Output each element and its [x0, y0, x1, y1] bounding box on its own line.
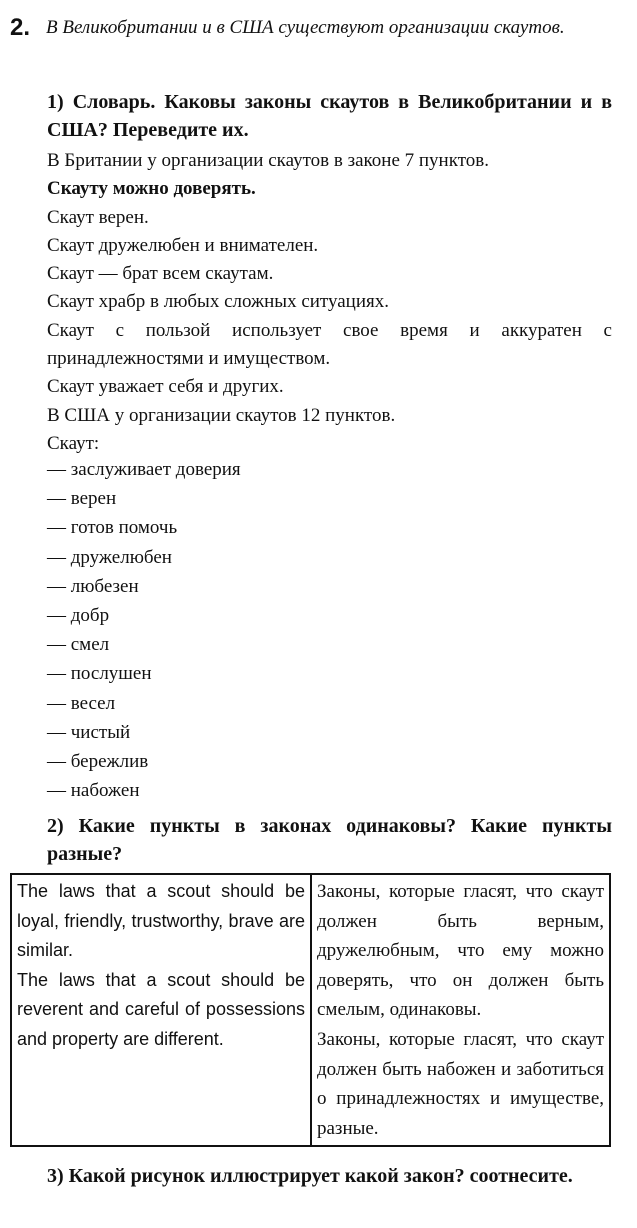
list-item: — верен: [47, 484, 347, 513]
question-2-label: 2) Какие пункты в законах одинаковы? Какие пункты разные?: [47, 815, 612, 865]
text-line: Скаут храбр в любых сложных ситуациях.: [47, 291, 389, 313]
us-laws-list: [47, 455, 347, 805]
cell-paragraph: The laws that a scout should be reverent and careful of possessions and property are different.: [17, 969, 305, 1049]
list-item: — готов помочь: [47, 513, 347, 542]
text-line: Скаут:: [47, 432, 100, 454]
list-item: — послушен: [47, 659, 347, 688]
list-item: — добр: [47, 601, 347, 630]
cell-paragraph: Законы, которые гласят, что скаут должен быть набожен и заботиться о принадлежностях и имуществе, разные.: [317, 1028, 604, 1139]
text-line: Скаут — брат всем скаутам.: [47, 263, 274, 285]
question-2: [47, 812, 612, 868]
table-cell-english: [11, 874, 311, 1146]
question-1: [47, 88, 612, 144]
question-1-label: 1) Словарь. Каковы законы скаутов в Великобритании и в США? Переведите их.: [47, 91, 612, 141]
list-item: — набожен: [47, 776, 347, 805]
list-item: — смел: [47, 630, 347, 659]
table-cell-russian: [311, 874, 610, 1146]
list-item: — весел: [47, 689, 347, 718]
text-line: Скаут с пользой использует свое время и аккуратен с принадлежностями и имуществом.: [47, 319, 612, 370]
cell-paragraph: The laws that a scout should be loyal, friendly, trustworthy, brave are similar.: [17, 881, 305, 961]
task-number: 2.: [10, 14, 31, 41]
list-item: — бережлив: [47, 747, 347, 776]
list-item: — дружелюбен: [47, 543, 347, 572]
text-line: Скауту можно доверять.: [47, 178, 256, 200]
britain-laws-text: [47, 147, 612, 458]
cell-paragraph: Законы, которые гласят, что скаут должен быть верным, дружелюбным, что ему можно доверять, что он должен быть смелым, одинаковы.: [317, 881, 604, 1021]
table-row: [11, 874, 610, 1146]
task-header: [10, 14, 615, 42]
list-item: — заслуживает доверия: [47, 455, 347, 484]
list-item: — чистый: [47, 718, 347, 747]
text-line: Скаут верен.: [47, 206, 149, 228]
text-line: В Британии у организации скаутов в законе 7 пунктов.: [47, 150, 489, 171]
question-3: [47, 1162, 612, 1190]
task-text: В Великобритании и в США существуют организации скаутов.: [46, 17, 565, 38]
question-3-label: 3) Какой рисунок иллюстрирует какой закон? соотнесите.: [47, 1165, 573, 1187]
list-item: — любезен: [47, 572, 347, 601]
text-line: Скаут дружелюбен и внимателен.: [47, 234, 319, 256]
text-line: Скаут уважает себя и других.: [47, 376, 284, 398]
text-line: В США у организации скаутов 12 пунктов.: [47, 404, 396, 426]
comparison-table: [10, 873, 611, 1147]
